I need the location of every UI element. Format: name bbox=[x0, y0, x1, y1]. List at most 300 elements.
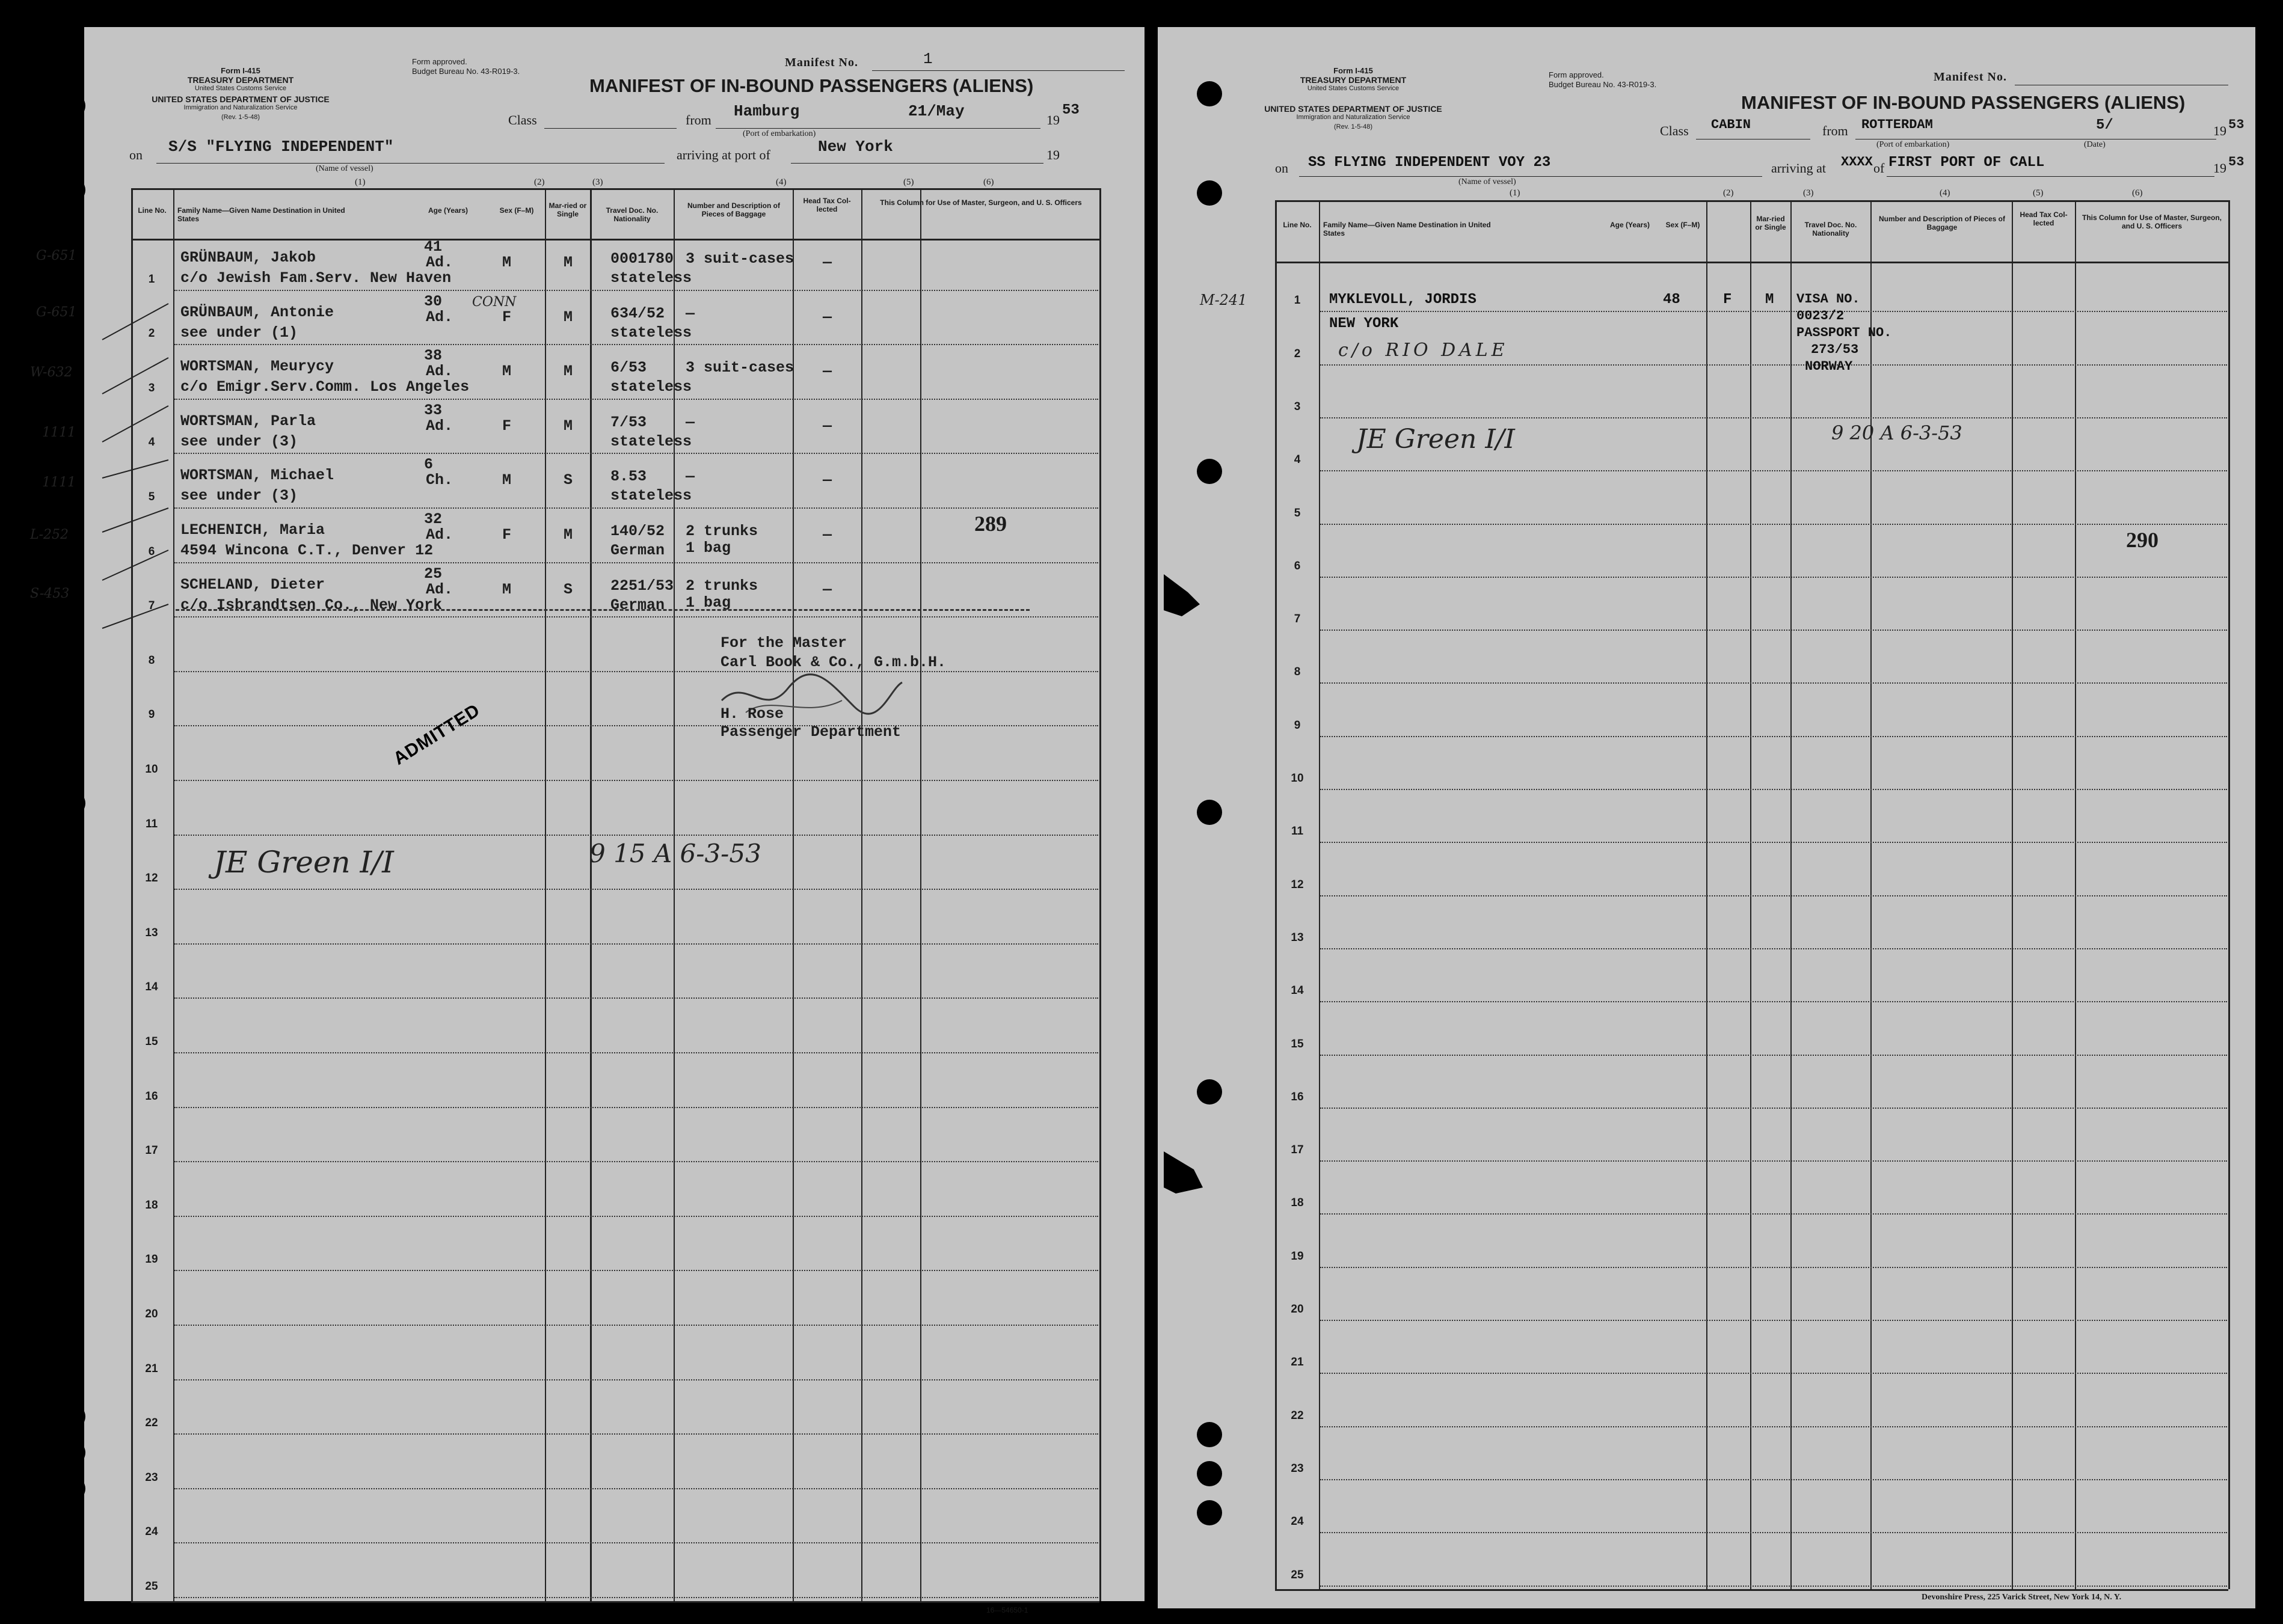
form-number: Form I-415 bbox=[1333, 66, 1373, 75]
line-number: 20 bbox=[1291, 1303, 1304, 1316]
row-rule bbox=[1320, 1586, 2227, 1587]
passenger-age-class: Ad. bbox=[426, 363, 453, 381]
line-number: 11 bbox=[1291, 825, 1304, 838]
col-number: (3) bbox=[592, 177, 603, 187]
passenger-nationality: stateless bbox=[610, 378, 692, 396]
passenger-marital: S bbox=[564, 471, 573, 489]
year-prefix: 19 bbox=[1046, 112, 1060, 127]
punch-hole bbox=[60, 93, 85, 118]
punch-hole bbox=[60, 1476, 85, 1501]
row-rule bbox=[1320, 842, 2227, 843]
passenger-destination: NEW YORK bbox=[1329, 316, 1399, 332]
line-number: 13 bbox=[1291, 931, 1304, 944]
passenger-nationality: stateless bbox=[610, 269, 692, 287]
passenger-age: 48 bbox=[1663, 292, 1680, 308]
vessel-name: SS FLYING INDEPENDENT VOY 23 bbox=[1308, 155, 1551, 171]
line-number: 8 bbox=[1294, 666, 1301, 679]
arrival-port: FIRST PORT OF CALL bbox=[1888, 155, 2045, 171]
row-rule bbox=[1320, 1479, 2227, 1480]
line-number: 5 bbox=[1294, 506, 1301, 519]
punch-hole bbox=[1197, 81, 1222, 106]
row-rule bbox=[1320, 1001, 2227, 1002]
line-number: 24 bbox=[145, 1525, 158, 1539]
line-number: 15 bbox=[145, 1035, 158, 1048]
passenger-destination: 4594 Wincona C.T., Denver 12 bbox=[180, 542, 434, 559]
year-suffix: 53 bbox=[2228, 117, 2245, 132]
row-rule bbox=[174, 835, 1098, 836]
header-head-tax: Head Tax Col-lected bbox=[803, 197, 851, 213]
line-number: 22 bbox=[1291, 1409, 1304, 1422]
passenger-sex: F bbox=[1723, 292, 1732, 308]
row-rule bbox=[174, 290, 1098, 291]
col-number: (5) bbox=[2033, 188, 2044, 198]
departure-date: 21/May bbox=[908, 102, 965, 120]
admission-stamp: ADMITTED bbox=[390, 700, 484, 769]
passenger-destination: c/o Jewish Fam.Serv. New Haven bbox=[180, 269, 452, 287]
margin-note: 1111 bbox=[42, 425, 76, 440]
line-number: 14 bbox=[1291, 984, 1304, 997]
row-rule bbox=[1320, 736, 2227, 737]
row-rule bbox=[174, 507, 1098, 509]
passenger-care-of: c/o RIO DALE bbox=[1338, 340, 1508, 361]
manifest-no-value: 1 bbox=[923, 50, 933, 68]
passenger-travel-doc: 140/52 bbox=[610, 522, 665, 540]
row-rule bbox=[174, 780, 1098, 781]
header-sex: Sex (F–M) bbox=[1665, 221, 1700, 229]
passenger-marital: M bbox=[564, 254, 573, 271]
row-rule bbox=[1320, 895, 2227, 896]
passenger-travel-doc: 2251/53 bbox=[610, 577, 674, 595]
passenger-baggage: 3 suit-cases bbox=[686, 250, 794, 268]
master-line: For the Master bbox=[721, 634, 847, 652]
row-rule bbox=[1320, 1055, 2227, 1056]
passenger-sex: M bbox=[502, 254, 512, 271]
row-rule bbox=[174, 1107, 1098, 1108]
revision: (Rev. 1-5-48) bbox=[221, 114, 260, 121]
header-married: Mar-ried or Single bbox=[1755, 215, 1786, 231]
line-number: 11 bbox=[145, 817, 158, 830]
passenger-age-class: Ad. bbox=[426, 417, 453, 435]
doj: UNITED STATES DEPARTMENT OF JUSTICE bbox=[1264, 104, 1442, 114]
port-embark-caption: (Port of embarkation) bbox=[743, 129, 816, 138]
row-rule bbox=[174, 943, 1098, 945]
line-number: 4 bbox=[1294, 453, 1301, 467]
row-rule bbox=[1320, 470, 2227, 471]
officer-number: 289 bbox=[974, 512, 1007, 536]
manifest-no-label: Manifest No. bbox=[785, 56, 858, 69]
line-number: 16 bbox=[145, 1089, 158, 1103]
line-number: 21 bbox=[145, 1362, 158, 1375]
customs-service: United States Customs Service bbox=[1307, 85, 1400, 92]
row-rule bbox=[1320, 1213, 2227, 1215]
row-rule bbox=[174, 725, 1098, 726]
passenger-travel-doc: 7/53 bbox=[610, 413, 647, 431]
punch-hole bbox=[1197, 1422, 1222, 1447]
row-rule bbox=[1320, 682, 2227, 684]
header-baggage: Number and Description of Pieces of Baggage bbox=[1878, 215, 2006, 231]
passenger-destination: c/o Isbrandtsen Co., New York bbox=[180, 596, 443, 614]
passenger-age-class: Ad. bbox=[426, 580, 453, 598]
row-rule bbox=[174, 1216, 1098, 1217]
vessel-caption: (Name of vessel) bbox=[1458, 177, 1516, 186]
passenger-nationality: stateless bbox=[610, 323, 692, 342]
passenger-marital: M bbox=[1765, 292, 1774, 308]
ins: Immigration and Naturalization Service bbox=[1296, 114, 1410, 121]
line-number: 14 bbox=[145, 981, 158, 994]
header-travel-doc: Travel Doc. No. Nationality bbox=[1804, 221, 1857, 237]
from-label: from bbox=[686, 112, 711, 127]
footer-press: Devonshire Press, 225 Varick Street, New York 14, N. Y. bbox=[1922, 1593, 2122, 1602]
passenger-sex: F bbox=[502, 308, 512, 326]
arriving-label: arriving at bbox=[1771, 161, 1827, 176]
header-name: Family Name—Given Name Destination in United States bbox=[177, 206, 345, 223]
line-number: 9 bbox=[148, 708, 155, 722]
row-rule bbox=[1320, 789, 2227, 790]
header-line-no: Line No. bbox=[138, 206, 167, 215]
passenger-name: SCHELAND, Dieter bbox=[180, 575, 325, 593]
passenger-age: 6 bbox=[424, 456, 434, 474]
row-rule bbox=[1320, 311, 2227, 312]
passenger-baggage: — bbox=[686, 468, 695, 486]
arrival-port: New York bbox=[818, 138, 893, 156]
on-label: on bbox=[1275, 161, 1288, 176]
nationality: NORWAY bbox=[1805, 359, 1853, 374]
from-label: from bbox=[1822, 123, 1848, 138]
passenger-name: GRÜNBAUM, Jakob bbox=[180, 249, 316, 266]
line-number: 7 bbox=[148, 599, 155, 613]
line-number: 10 bbox=[1291, 772, 1304, 785]
row-rule bbox=[174, 453, 1098, 454]
col-number: (4) bbox=[1940, 188, 1950, 198]
line-number: 19 bbox=[1291, 1249, 1304, 1263]
passenger-age-class: Ad. bbox=[426, 254, 453, 271]
passenger-age: 38 bbox=[424, 347, 443, 365]
passenger-annotation: CONN bbox=[472, 294, 517, 310]
passenger-age: 25 bbox=[424, 565, 443, 583]
col-number: (6) bbox=[983, 177, 994, 187]
passenger-destination: see under (1) bbox=[180, 323, 298, 342]
master-line: Carl Book & Co., G.m.b.H. bbox=[721, 654, 947, 671]
passenger-age: 33 bbox=[424, 401, 443, 419]
punch-hole bbox=[60, 1440, 85, 1465]
doj: UNITED STATES DEPARTMENT OF JUSTICE bbox=[152, 94, 330, 104]
col-number: (1) bbox=[355, 177, 366, 187]
year-prefix: 19 bbox=[2213, 123, 2226, 138]
line-number: 6 bbox=[148, 545, 155, 558]
entry-end-separator bbox=[176, 609, 1030, 611]
officer-number: 290 bbox=[2126, 528, 2159, 552]
row-rule bbox=[1320, 948, 2227, 949]
punch-hole bbox=[60, 1404, 85, 1429]
line-number: 17 bbox=[1291, 1144, 1304, 1157]
passenger-destination: see under (3) bbox=[180, 487, 298, 505]
line-number: 2 bbox=[1294, 347, 1301, 360]
row-rule bbox=[174, 1325, 1098, 1326]
passenger-destination: c/o Emigr.Serv.Comm. Los Angeles bbox=[180, 378, 470, 396]
passenger-name: WORTSMAN, Meurycy bbox=[180, 358, 334, 376]
vessel-name: S/S "FLYING INDEPENDENT" bbox=[168, 138, 394, 156]
margin-note: G-651 bbox=[36, 305, 77, 320]
passenger-travel-doc: 0001780 bbox=[610, 250, 674, 268]
header-travel-doc: Travel Doc. No. Nationality bbox=[606, 206, 659, 223]
passenger-head-tax: — bbox=[823, 363, 832, 381]
row-rule bbox=[174, 399, 1098, 400]
class-label: Class bbox=[1660, 123, 1689, 138]
arriving-label: arriving at port of bbox=[677, 147, 770, 162]
passenger-age-class: Ad. bbox=[426, 526, 453, 544]
budget-bureau: Budget Bureau No. 43-R019-3. bbox=[1549, 80, 1657, 89]
header-officers: This Column for Use of Master, Surgeon, and U. S. Officers bbox=[2082, 213, 2222, 230]
passenger-baggage: — bbox=[686, 413, 695, 431]
line-number: 5 bbox=[148, 491, 155, 503]
form-number: Form I-415 bbox=[221, 66, 260, 75]
margin-note: G-651 bbox=[36, 248, 77, 263]
arrival-year-suffix: 53 bbox=[2228, 155, 2245, 170]
header-age: Age (Years) bbox=[1609, 221, 1650, 229]
line-number: 8 bbox=[148, 654, 155, 667]
customs-service: United States Customs Service bbox=[194, 85, 287, 92]
col-number: (6) bbox=[2132, 188, 2143, 198]
binding-tear bbox=[1164, 568, 1206, 622]
treasury-dept: TREASURY DEPARTMENT bbox=[187, 75, 294, 85]
row-rule bbox=[174, 1161, 1098, 1162]
line-number: 7 bbox=[1294, 613, 1301, 626]
inspection-date: 9 20 A 6-3-53 bbox=[1831, 421, 1962, 444]
line-number: 3 bbox=[148, 381, 155, 394]
line-number: 13 bbox=[145, 926, 158, 939]
arrival-year-prefix: 19 bbox=[2213, 161, 2226, 176]
header-married: Mar-ried or Single bbox=[548, 201, 587, 218]
line-number: 1 bbox=[1294, 294, 1301, 307]
line-number: 16 bbox=[1291, 1090, 1304, 1103]
passenger-baggage: 2 trunks 1 bag bbox=[686, 522, 758, 557]
line-number: 19 bbox=[145, 1253, 158, 1266]
row-rule bbox=[1320, 1373, 2227, 1374]
row-rule bbox=[174, 671, 1098, 672]
punch-hole bbox=[1197, 1461, 1222, 1486]
passenger-age: 41 bbox=[424, 238, 443, 256]
line-number: 18 bbox=[145, 1198, 158, 1212]
col-number: (3) bbox=[1803, 188, 1814, 198]
margin-note: L-252 bbox=[30, 527, 69, 542]
row-rule bbox=[1320, 1267, 2227, 1268]
passenger-head-tax: — bbox=[823, 254, 832, 271]
class-value: CABIN bbox=[1711, 117, 1751, 132]
line-number: 12 bbox=[1291, 878, 1304, 891]
inspector-mark: JE Green I/I bbox=[1356, 424, 1515, 455]
line-number: 3 bbox=[1294, 400, 1301, 413]
row-rule bbox=[174, 1379, 1098, 1380]
margin-note: 1111 bbox=[42, 475, 76, 490]
row-rule bbox=[174, 616, 1098, 617]
header-head-tax: Head Tax Col-lected bbox=[2020, 210, 2068, 227]
manifest-title: MANIFEST OF IN-BOUND PASSENGERS (ALIENS) bbox=[1741, 92, 2186, 113]
line-number: 1 bbox=[148, 272, 155, 286]
row-rule bbox=[1320, 1426, 2227, 1427]
col-number: (2) bbox=[534, 177, 545, 187]
vessel-caption: (Name of vessel) bbox=[316, 164, 373, 173]
row-rule bbox=[174, 997, 1098, 999]
line-number: 23 bbox=[145, 1471, 158, 1484]
manifest-page-left bbox=[30, 27, 1145, 1614]
passenger-name: GRÜNBAUM, Antonie bbox=[180, 303, 334, 321]
header-line-no: Line No. bbox=[1283, 221, 1312, 229]
line-number: 15 bbox=[1291, 1037, 1304, 1050]
passport-label: PASSPORT NO. bbox=[1796, 325, 1892, 340]
manifest-title: MANIFEST OF IN-BOUND PASSENGERS (ALIENS) bbox=[589, 75, 1034, 96]
budget-bureau: Budget Bureau No. 43-R019-3. bbox=[412, 67, 520, 76]
form-approved: Form approved. bbox=[412, 57, 467, 66]
line-number: 9 bbox=[1294, 719, 1301, 732]
line-number: 6 bbox=[1294, 559, 1301, 572]
line-number: 20 bbox=[145, 1308, 158, 1320]
passenger-baggage: — bbox=[686, 304, 695, 322]
row-rule bbox=[174, 1488, 1098, 1489]
footer-code: 16—54650-1 bbox=[986, 1606, 1028, 1614]
line-number: 18 bbox=[1291, 1197, 1304, 1210]
passenger-marital: M bbox=[564, 308, 573, 326]
punch-hole bbox=[1197, 1079, 1222, 1105]
passenger-name: MYKLEVOLL, JORDIS bbox=[1329, 292, 1476, 308]
line-number: 23 bbox=[1291, 1462, 1304, 1475]
row-rule bbox=[174, 562, 1098, 563]
punch-hole bbox=[1197, 1500, 1222, 1525]
passenger-baggage: 3 suit-cases bbox=[686, 359, 794, 377]
row-rule bbox=[1320, 1320, 2227, 1321]
punch-hole bbox=[1197, 180, 1222, 206]
ins: Immigration and Naturalization Service bbox=[183, 104, 298, 111]
margin-tick-marks bbox=[96, 268, 174, 688]
date-caption: (Date) bbox=[2084, 140, 2106, 149]
class-label: Class bbox=[508, 112, 537, 127]
passenger-age: 30 bbox=[424, 292, 443, 310]
passenger-marital: M bbox=[564, 363, 573, 381]
passenger-nationality: German bbox=[610, 542, 665, 559]
line-number: 24 bbox=[1291, 1515, 1304, 1528]
passenger-name: LECHENICH, Maria bbox=[180, 521, 325, 539]
passenger-marital: M bbox=[564, 417, 573, 435]
visa-label: VISA NO. bbox=[1796, 292, 1860, 307]
col-number: (2) bbox=[1723, 188, 1734, 198]
line-number: 10 bbox=[145, 763, 158, 776]
passenger-nationality: stateless bbox=[610, 432, 692, 450]
port-embark-caption: (Port of embarkation) bbox=[1876, 140, 1950, 149]
row-rule bbox=[1320, 524, 2227, 525]
revision: (Rev. 1-5-48) bbox=[1334, 123, 1372, 130]
form-approved: Form approved. bbox=[1549, 70, 1604, 79]
arriving-suffix: of bbox=[1873, 161, 1885, 176]
manifest-no-label: Manifest No. bbox=[1934, 70, 2007, 84]
row-rule bbox=[174, 1270, 1098, 1271]
passport-number: 273/53 bbox=[1811, 342, 1859, 357]
passenger-travel-doc: 634/52 bbox=[610, 304, 665, 322]
punch-hole bbox=[1197, 459, 1222, 484]
passenger-sex: F bbox=[502, 526, 512, 544]
manifest-page-right bbox=[1158, 27, 2255, 1608]
passenger-marital: S bbox=[564, 580, 573, 598]
passenger-head-tax: — bbox=[823, 308, 832, 326]
row-rule bbox=[1320, 1532, 2227, 1533]
arriving-overstrike: XXXX bbox=[1841, 155, 1873, 170]
passenger-travel-doc: 6/53 bbox=[610, 359, 647, 377]
passenger-age: 32 bbox=[424, 510, 443, 528]
year-suffix: 53 bbox=[1062, 102, 1080, 118]
row-rule bbox=[174, 344, 1098, 345]
line-number: 25 bbox=[1291, 1568, 1304, 1581]
header-sex: Sex (F–M) bbox=[499, 206, 534, 215]
header-name: Family Name—Given Name Destination in United States bbox=[1323, 221, 1491, 237]
punch-hole bbox=[60, 177, 85, 203]
row-rule bbox=[1320, 1160, 2227, 1162]
passenger-age-class: Ad. bbox=[426, 308, 453, 326]
arrival-year: 19 bbox=[1046, 147, 1060, 162]
line-number: 12 bbox=[145, 872, 158, 885]
col-number: (1) bbox=[1510, 188, 1520, 198]
treasury-dept: TREASURY DEPARTMENT bbox=[1300, 75, 1407, 85]
row-rule bbox=[174, 1052, 1098, 1053]
passenger-sex: M bbox=[502, 363, 512, 381]
col-number: (5) bbox=[903, 177, 914, 187]
margin-note: M-241 bbox=[1200, 292, 1247, 308]
row-rule bbox=[1320, 417, 2227, 418]
header-officers: This Column for Use of Master, Surgeon, and U. S. Officers bbox=[880, 198, 1082, 207]
margin-note: S-453 bbox=[30, 586, 70, 601]
row-rule bbox=[174, 1433, 1098, 1435]
row-rule bbox=[1320, 1108, 2227, 1109]
passenger-nationality: stateless bbox=[610, 487, 692, 505]
row-rule bbox=[174, 1597, 1098, 1598]
row-rule bbox=[174, 889, 1098, 890]
line-number: 2 bbox=[148, 327, 155, 340]
passenger-head-tax: — bbox=[823, 417, 832, 435]
passenger-name: WORTSMAN, Parla bbox=[180, 412, 316, 430]
departure-date: 5/ bbox=[2096, 117, 2113, 133]
passenger-name: WORTSMAN, Michael bbox=[180, 467, 334, 485]
passenger-head-tax: — bbox=[823, 580, 832, 598]
row-rule bbox=[1320, 364, 2227, 366]
master-line: Passenger Department bbox=[721, 723, 902, 741]
passenger-marital: M bbox=[564, 526, 573, 544]
row-rule bbox=[1320, 630, 2227, 631]
passenger-head-tax: — bbox=[823, 471, 832, 489]
port-of-embarkation: Hamburg bbox=[734, 102, 800, 120]
passenger-age-class: Ch. bbox=[426, 471, 453, 489]
binding-tear bbox=[1164, 1145, 1206, 1200]
passenger-destination: see under (3) bbox=[180, 432, 298, 450]
inspector-mark: JE Green I/I bbox=[214, 845, 394, 880]
port-of-embarkation: ROTTERDAM bbox=[1861, 117, 1933, 132]
passenger-nationality: German bbox=[610, 596, 665, 614]
line-number: 22 bbox=[145, 1417, 158, 1430]
visa-number: 0023/2 bbox=[1796, 308, 1845, 323]
passenger-head-tax: — bbox=[823, 526, 832, 544]
master-line: H. Rose bbox=[721, 705, 784, 723]
punch-hole bbox=[60, 791, 85, 816]
row-rule bbox=[1320, 577, 2227, 578]
passenger-sex: M bbox=[502, 471, 512, 489]
passenger-travel-doc: 8.53 bbox=[610, 468, 647, 486]
line-number: 17 bbox=[145, 1144, 158, 1157]
passenger-baggage: 2 trunks 1 bag bbox=[686, 577, 758, 611]
margin-note: W-632 bbox=[30, 365, 73, 380]
line-number: 4 bbox=[148, 436, 155, 449]
punch-hole bbox=[1197, 800, 1222, 825]
header-baggage: Number and Description of Pieces of Baggage bbox=[687, 201, 780, 218]
inspection-date: 9 15 A 6-3-53 bbox=[589, 839, 761, 868]
line-number: 21 bbox=[1291, 1356, 1304, 1369]
on-label: on bbox=[129, 147, 143, 162]
passenger-sex: F bbox=[502, 417, 512, 435]
